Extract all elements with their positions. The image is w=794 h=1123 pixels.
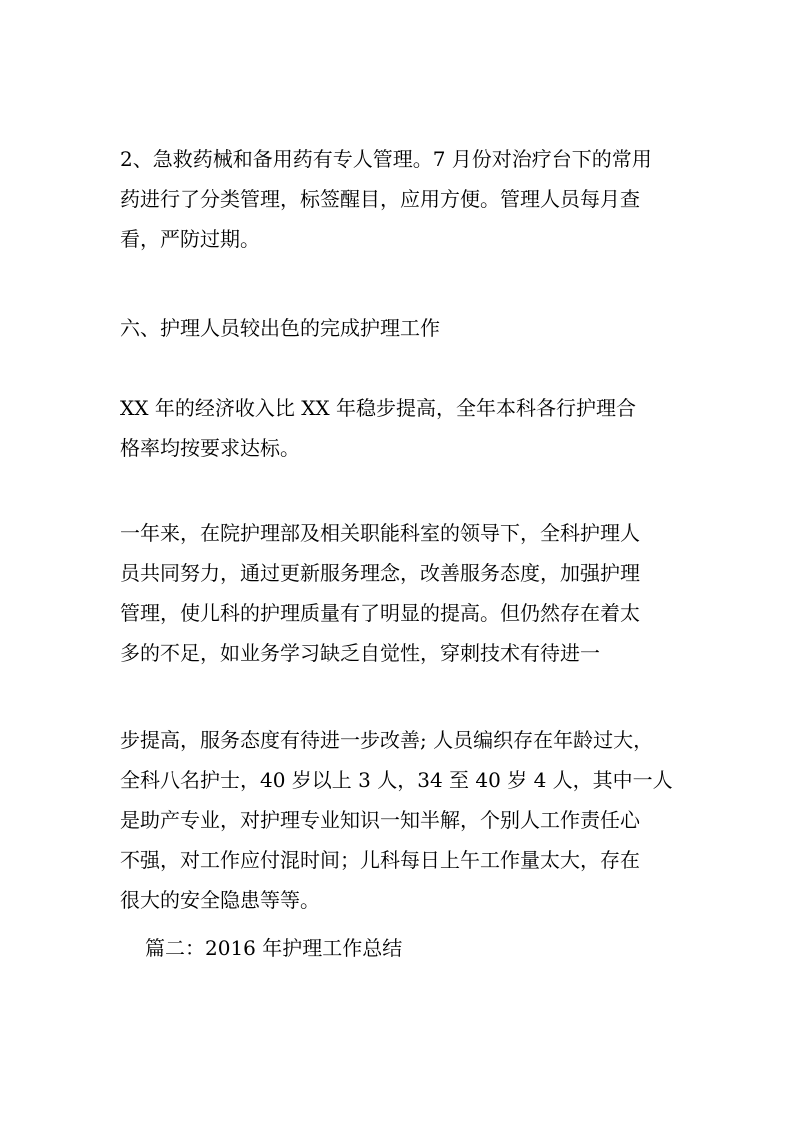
text-line: 格率均按要求达标。: [120, 436, 300, 460]
text-line: 多的不足，如业务学习缺乏自觉性，穿刺技术有待进一: [120, 641, 600, 665]
text-line: 步提高，服务态度有待进一步改善; 人员编织存在年龄过大，: [120, 728, 654, 752]
text-line: 管理，使儿科的护理质量有了明显的提高。但仍然存在着太: [120, 601, 640, 625]
heading-text: 六、护理人员较出色的完成护理工作: [120, 316, 440, 340]
heading-text: 篇二：2016 年护理工作总结: [145, 936, 403, 960]
paragraph-economic-income: [120, 388, 680, 468]
text-line: 是助产专业，对护理专业知识一知半解，个别人工作责任心: [120, 808, 640, 832]
text-line: 2、急救药械和备用药有专人管理。7 月份对治疗台下的常用: [120, 147, 652, 171]
text-line: 看，严防过期。: [120, 227, 260, 251]
paragraph-item-2: [120, 139, 680, 259]
section-6-heading: [120, 308, 680, 348]
paragraph-shortcomings: [120, 720, 680, 920]
text-line: 一年来，在院护理部及相关职能科室的领导下，全科护理人: [120, 521, 640, 545]
text-line: 很大的安全隐患等等。: [120, 888, 320, 912]
paragraph-year-summary: [120, 513, 680, 673]
text-line: 不强，对工作应付混时间；儿科每日上午工作量太大，存在: [120, 848, 640, 872]
text-line: 员共同努力，通过更新服务理念，改善服务态度，加强护理: [120, 561, 640, 585]
next-article-heading: [145, 928, 705, 968]
text-line: XX 年的经济收入比 XX 年稳步提高，全年本科各行护理合: [120, 396, 637, 420]
text-line: 全科八名护士，40 岁以上 3 人，34 至 40 岁 4 人，其中一人: [120, 768, 673, 792]
text-line: 药进行了分类管理，标签醒目，应用方便。管理人员每月查: [120, 187, 640, 211]
